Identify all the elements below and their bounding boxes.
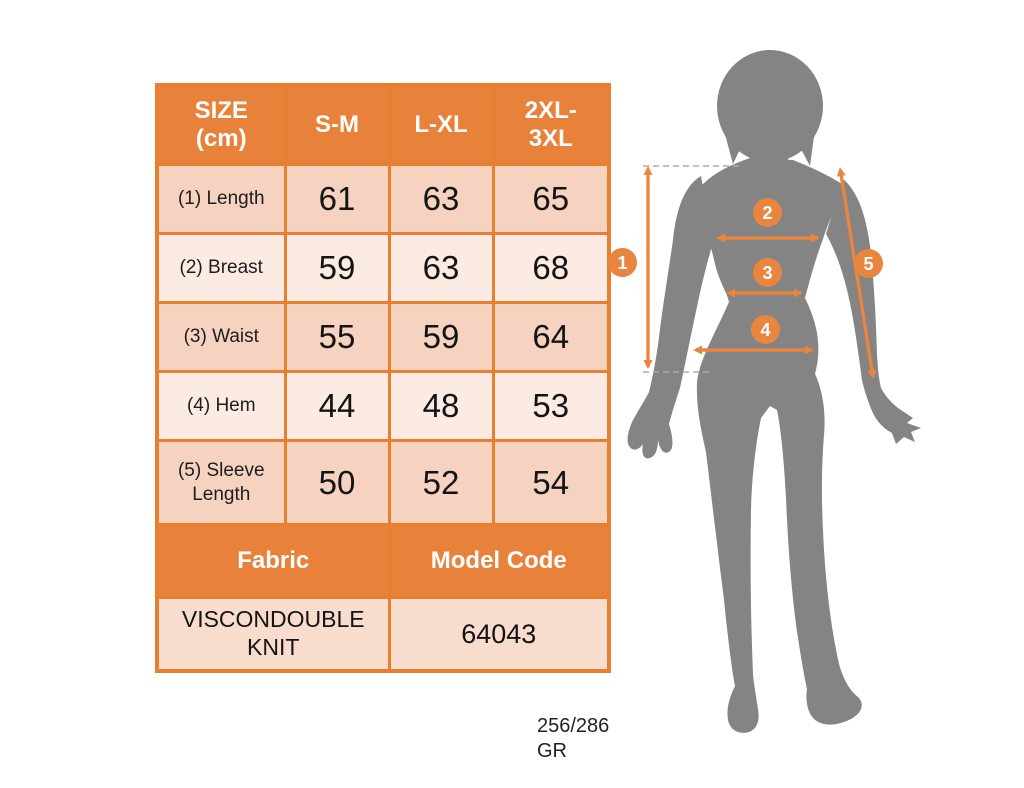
header-2xl-3xl-label: 2XL-3XL [524, 97, 577, 152]
weight-note [537, 714, 609, 764]
weight-note-value: 256/286 [537, 715, 610, 737]
fabric-value-row [157, 598, 609, 672]
measurement-figure-diagram [615, 28, 945, 753]
header-size-cm-label: SIZE (cm) [194, 97, 248, 152]
size-chart-table [155, 83, 611, 673]
waist-s-m: 55 [285, 303, 389, 372]
table-row-length [157, 165, 609, 234]
breast-s-m: 59 [285, 234, 389, 303]
marker-4-hem: 4 [751, 315, 780, 344]
model-code-value: 64043 [389, 598, 609, 672]
row-label-breast: (2) Breast [157, 234, 285, 303]
sleeve-l-xl: 52 [389, 441, 493, 525]
row-label-length: (1) Length [157, 165, 285, 234]
row-label-sleeve-length: (5) Sleeve Length [157, 441, 285, 525]
table-row-sleeve-length [157, 441, 609, 525]
marker-2-breast: 2 [753, 198, 782, 227]
length-l-xl: 63 [389, 165, 493, 234]
waist-l-xl: 59 [389, 303, 493, 372]
fabric-header-label: Fabric [157, 525, 389, 598]
length-s-m: 61 [285, 165, 389, 234]
waist-2xl-3xl: 64 [493, 303, 609, 372]
sleeve-s-m: 50 [285, 441, 389, 525]
table-header-row [157, 85, 609, 165]
breast-l-xl: 63 [389, 234, 493, 303]
row-label-hem: (4) Hem [157, 372, 285, 441]
woman-silhouette [628, 50, 921, 733]
header-s-m-label: S-M [315, 111, 359, 139]
header-size-cm [157, 85, 285, 165]
header-l-xl [389, 85, 493, 165]
header-s-m [285, 85, 389, 165]
breast-2xl-3xl: 68 [493, 234, 609, 303]
marker-3-waist: 3 [753, 258, 782, 287]
hem-s-m: 44 [285, 372, 389, 441]
marker-1-length: 1 [608, 248, 637, 277]
sleeve-2xl-3xl: 54 [493, 441, 609, 525]
fabric-value [157, 598, 389, 672]
length-2xl-3xl: 65 [493, 165, 609, 234]
marker-5-sleeve: 5 [854, 249, 883, 278]
model-code-header-label: Model Code [389, 525, 609, 598]
hem-2xl-3xl: 53 [493, 372, 609, 441]
table-row-hem [157, 372, 609, 441]
header-l-xl-label: L-XL [414, 111, 468, 139]
fabric-value-text: VISCONDOUBLE KNIT [181, 606, 365, 660]
weight-note-unit: GR [537, 740, 567, 762]
silhouette-right-arm [826, 178, 921, 444]
fabric-header-row [157, 525, 609, 598]
table-row-breast [157, 234, 609, 303]
header-2xl-3xl [493, 85, 609, 165]
row-label-waist: (3) Waist [157, 303, 285, 372]
table-row-waist [157, 303, 609, 372]
hem-l-xl: 48 [389, 372, 493, 441]
